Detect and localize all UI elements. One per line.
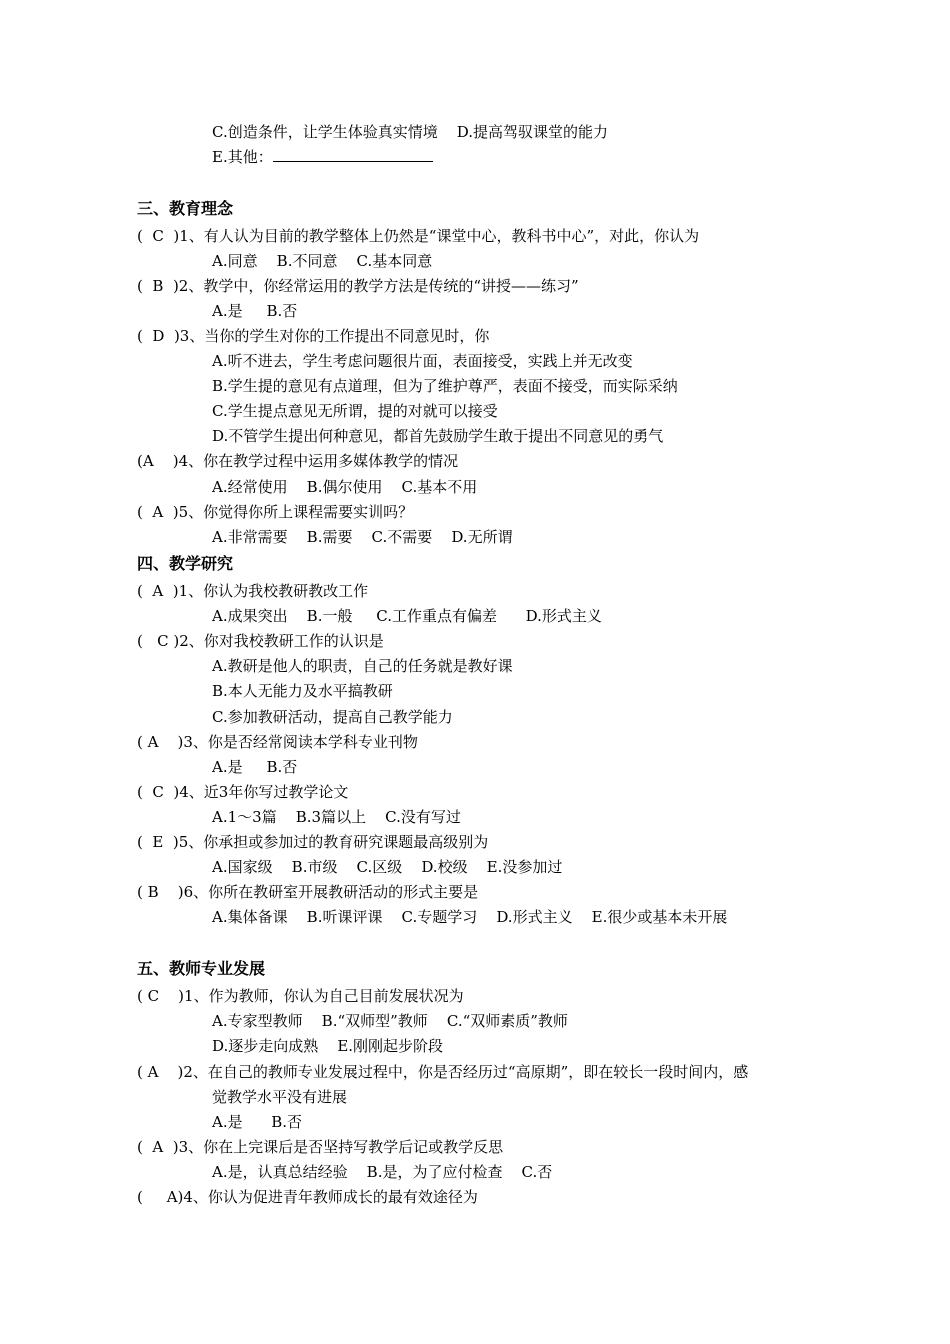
question-line: ( C )2、你对我校教研工作的认识是 — [137, 632, 384, 650]
question-line: ( B )2、教学中，你经常运用的教学方法是传统的“讲授——练习” — [137, 277, 579, 295]
question-line: ( C )4、近3年你写过教学论文 — [137, 783, 349, 801]
option-line: C.学生提点意见无所谓，提的对就可以接受 — [212, 402, 498, 420]
option-line: C.参加教研活动，提高自己教学能力 — [212, 708, 453, 726]
section-heading: 四、教学研究 — [137, 554, 234, 573]
option-line: A.专家型教师 B.“双师型”教师 C.“双师素质”教师 — [212, 1012, 568, 1030]
question-line: ( A )2、在自己的教师专业发展过程中，你是否经历过“高原期”，即在较长一段时间内，感 — [137, 1063, 749, 1081]
option-line: A.是，认真总结经验 B.是，为了应付检查 C.否 — [212, 1163, 553, 1181]
question-line: ( C )1、有人认为目前的教学整体上仍然是“课堂中心，教科书中心”，对此，你认为 — [137, 227, 700, 245]
question-line: ( C )1、作为教师，你认为自己目前发展状况为 — [137, 987, 464, 1005]
option-line: A.是 B.否 — [212, 1113, 303, 1131]
option-line: A.集体备课 B.听课评课 C.专题学习 D.形式主义 E.很少或基本未开展 — [212, 908, 728, 926]
option-line: B.本人无能力及水平搞教研 — [212, 682, 393, 700]
section-heading: 五、教师专业发展 — [137, 959, 266, 978]
question-line: ( D )3、当你的学生对你的工作提出不同意见时，你 — [137, 327, 490, 345]
option-line: A.教研是他人的职责，自己的任务就是教好课 — [212, 657, 513, 675]
option-line: D.不管学生提出何种意见，都首先鼓励学生敢于提出不同意见的勇气 — [212, 427, 664, 445]
option-line: A.成果突出 B.一般 C.工作重点有偏差 D.形式主义 — [212, 607, 602, 625]
question-line: ( A )3、你是否经常阅读本学科专业刊物 — [137, 733, 418, 751]
option-line: D.逐步走向成熟 E.刚刚起步阶段 — [212, 1037, 444, 1055]
question-line: ( E )5、你承担或参加过的教育研究课题最高级别为 — [137, 833, 489, 851]
section-heading: 三、教育理念 — [137, 199, 234, 218]
option-line: C.创造条件，让学生体验真实情境 D.提高驾驭课堂的能力 — [212, 123, 609, 141]
option-line: A.1～3篇 B.3篇以上 C.没有写过 — [212, 808, 461, 826]
option-line: A.是 B.否 — [212, 302, 298, 320]
question-continuation: 觉教学水平没有进展 — [212, 1088, 348, 1106]
question-line: ( A)4、你认为促进青年教师成长的最有效途径为 — [137, 1188, 478, 1206]
option-text: E.其他： — [212, 148, 273, 166]
fill-blank — [273, 147, 433, 162]
option-line: A.国家级 B.市级 C.区级 D.校级 E.没参加过 — [212, 858, 563, 876]
option-line: A.同意 B.不同意 C.基本同意 — [212, 252, 433, 270]
option-line: B.学生提的意见有点道理，但为了维护尊严，表面不接受，而实际采纳 — [212, 377, 678, 395]
question-line: (A )4、你在教学过程中运用多媒体教学的情况 — [137, 452, 459, 470]
option-line: A.听不进去，学生考虑问题很片面，表面接受，实践上并无改变 — [212, 352, 633, 370]
question-line: ( A )1、你认为我校教研教改工作 — [137, 582, 369, 600]
question-line: ( A )3、你在上完课后是否坚持写教学后记或教学反思 — [137, 1138, 504, 1156]
question-line: ( B )6、你所在教研室开展教研活动的形式主要是 — [137, 883, 479, 901]
option-line-other — [212, 147, 433, 167]
option-line: A.是 B.否 — [212, 758, 298, 776]
option-line: A.经常使用 B.偶尔使用 C.基本不用 — [212, 478, 478, 496]
question-line: ( A )5、你觉得你所上课程需要实训吗？ — [137, 503, 414, 521]
option-line: A.非常需要 B.需要 C.不需要 D.无所谓 — [212, 528, 513, 546]
